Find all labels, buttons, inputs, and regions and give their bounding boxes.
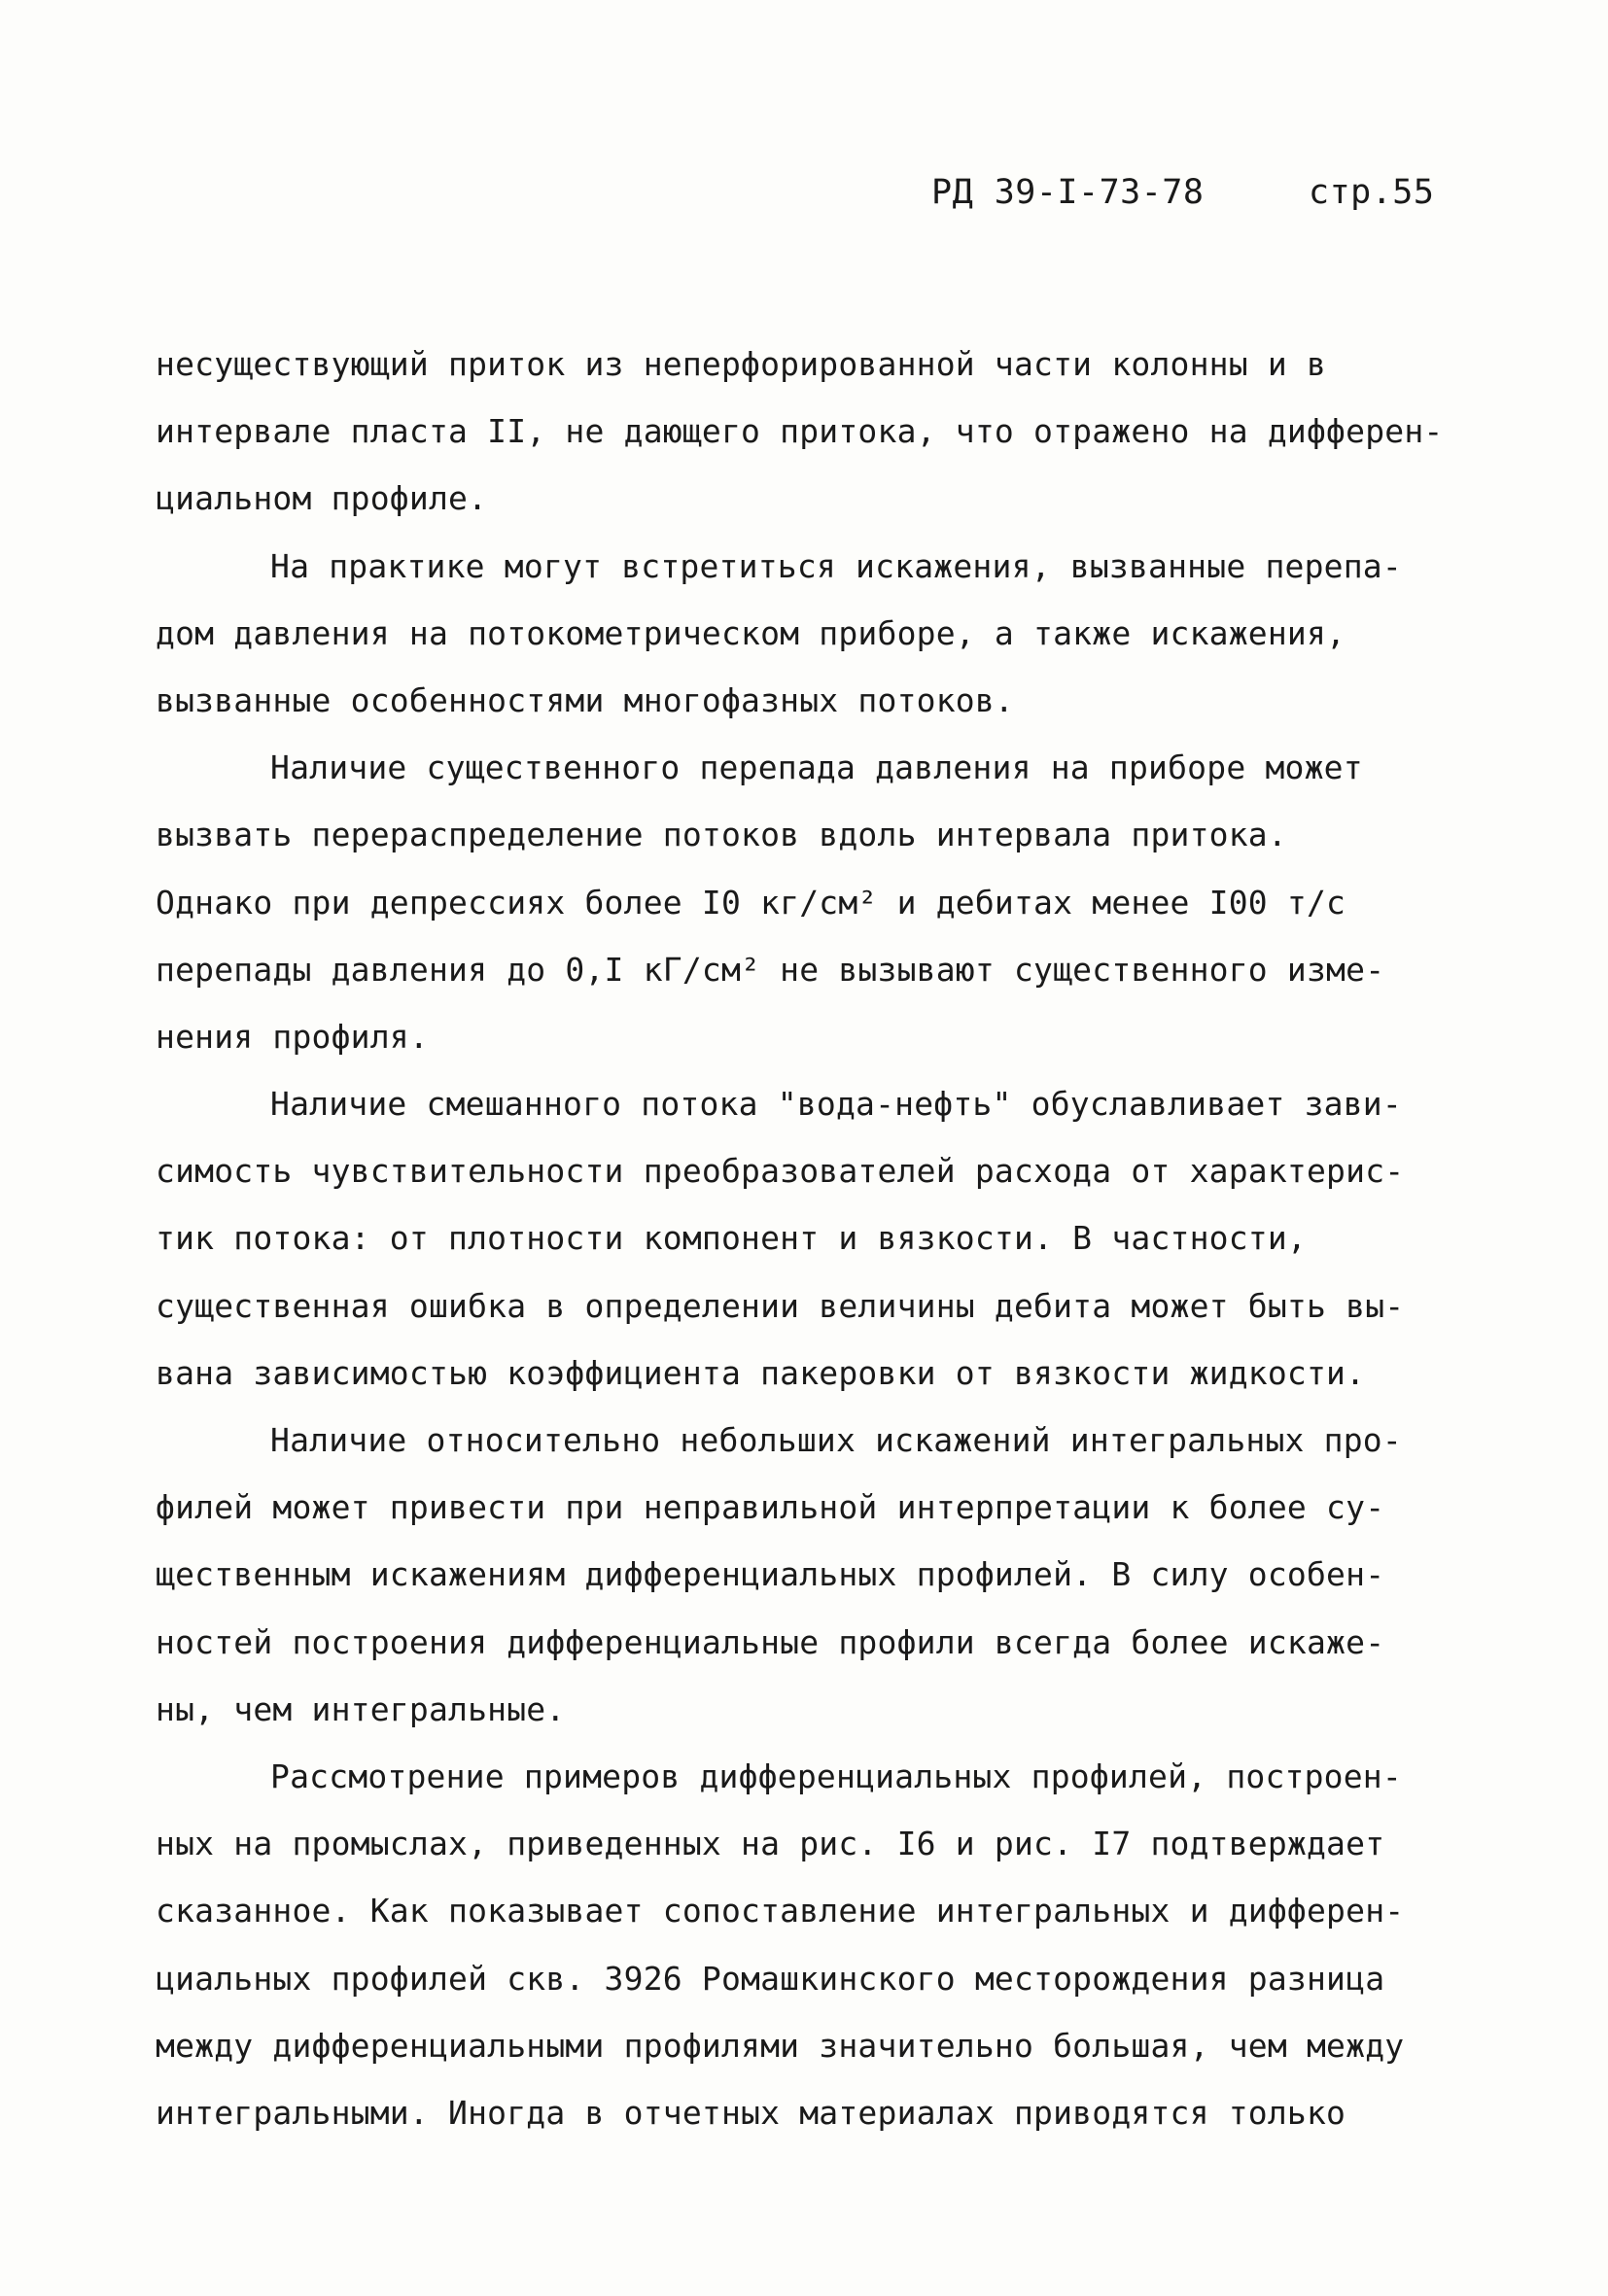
text-line: между дифференциальными профилями значительно большая, чем между bbox=[156, 2026, 1405, 2065]
text-line: щественным искажениям дифференциальных профилей. В силу особен- bbox=[156, 1555, 1385, 1594]
text-line: Однако при депрессиях более I0 кг/см² и дебитах менее I00 т/с bbox=[156, 883, 1346, 922]
body-text bbox=[156, 330, 1444, 2146]
text-line: тик потока: от плотности компонент и вязкости. В частности, bbox=[156, 1219, 1307, 1258]
text-line: ны, чем интегральные. bbox=[156, 1689, 566, 1728]
text-line: интегральными. Иногда в отчетных материалах приводятся только bbox=[156, 2093, 1346, 2132]
text-line: ностей построения дифференциальные профили всегда более искаже- bbox=[156, 1622, 1385, 1661]
document-code: РД 39-I-73-78 bbox=[931, 173, 1205, 212]
page-number: стр.55 bbox=[1309, 173, 1435, 212]
text-line: дом давления на потокометрическом приборе, а также искажения, bbox=[156, 613, 1346, 652]
text-line: Рассмотрение примеров дифференциальных профилей, построен- bbox=[270, 1757, 1402, 1795]
text-line: циальных профилей скв. 3926 Ромашкинского месторождения разница bbox=[156, 1959, 1385, 1998]
text-line: На практике могут встретиться искажения, вызванные перепа- bbox=[270, 546, 1402, 585]
text-line: Наличие существенного перепада давления на приборе может bbox=[270, 748, 1363, 787]
text-line: вызвать перераспределение потоков вдоль интервала притока. bbox=[156, 816, 1287, 854]
text-line: Наличие относительно небольших искажений интегральных про- bbox=[270, 1421, 1402, 1459]
text-line: перепады давления до 0,I кГ/см² не вызывают существенного изме- bbox=[156, 950, 1385, 989]
text-line: вана зависимостью коэффициента пакеровки от вязкости жидкости. bbox=[156, 1353, 1366, 1392]
text-line: интервале пласта II, не дающего притока, что отражено на дифферен- bbox=[156, 412, 1444, 451]
page-header bbox=[931, 173, 1515, 212]
text-line: несуществующий приток из неперфорированной части колонны и в bbox=[156, 345, 1327, 383]
text-line: циальном профиле. bbox=[156, 479, 488, 518]
text-line: ных на промыслах, приведенных на рис. I6 и рис. I7 подтверждает bbox=[156, 1825, 1385, 1863]
text-line: Наличие смешанного потока "вода-нефть" обуславливает зави- bbox=[270, 1085, 1402, 1124]
text-line: сказанное. Как показывает сопоставление интегральных и дифферен- bbox=[156, 1892, 1405, 1931]
text-line: вызванные особенностями многофазных потоков. bbox=[156, 680, 1014, 719]
text-line: нения профиля. bbox=[156, 1017, 429, 1056]
text-line: филей может привести при неправильной интерпретации к более су- bbox=[156, 1488, 1385, 1527]
text-line: существенная ошибка в определении величины дебита может быть вы- bbox=[156, 1286, 1405, 1325]
text-line: симость чувствительности преобразователей расхода от характерис- bbox=[156, 1152, 1405, 1191]
